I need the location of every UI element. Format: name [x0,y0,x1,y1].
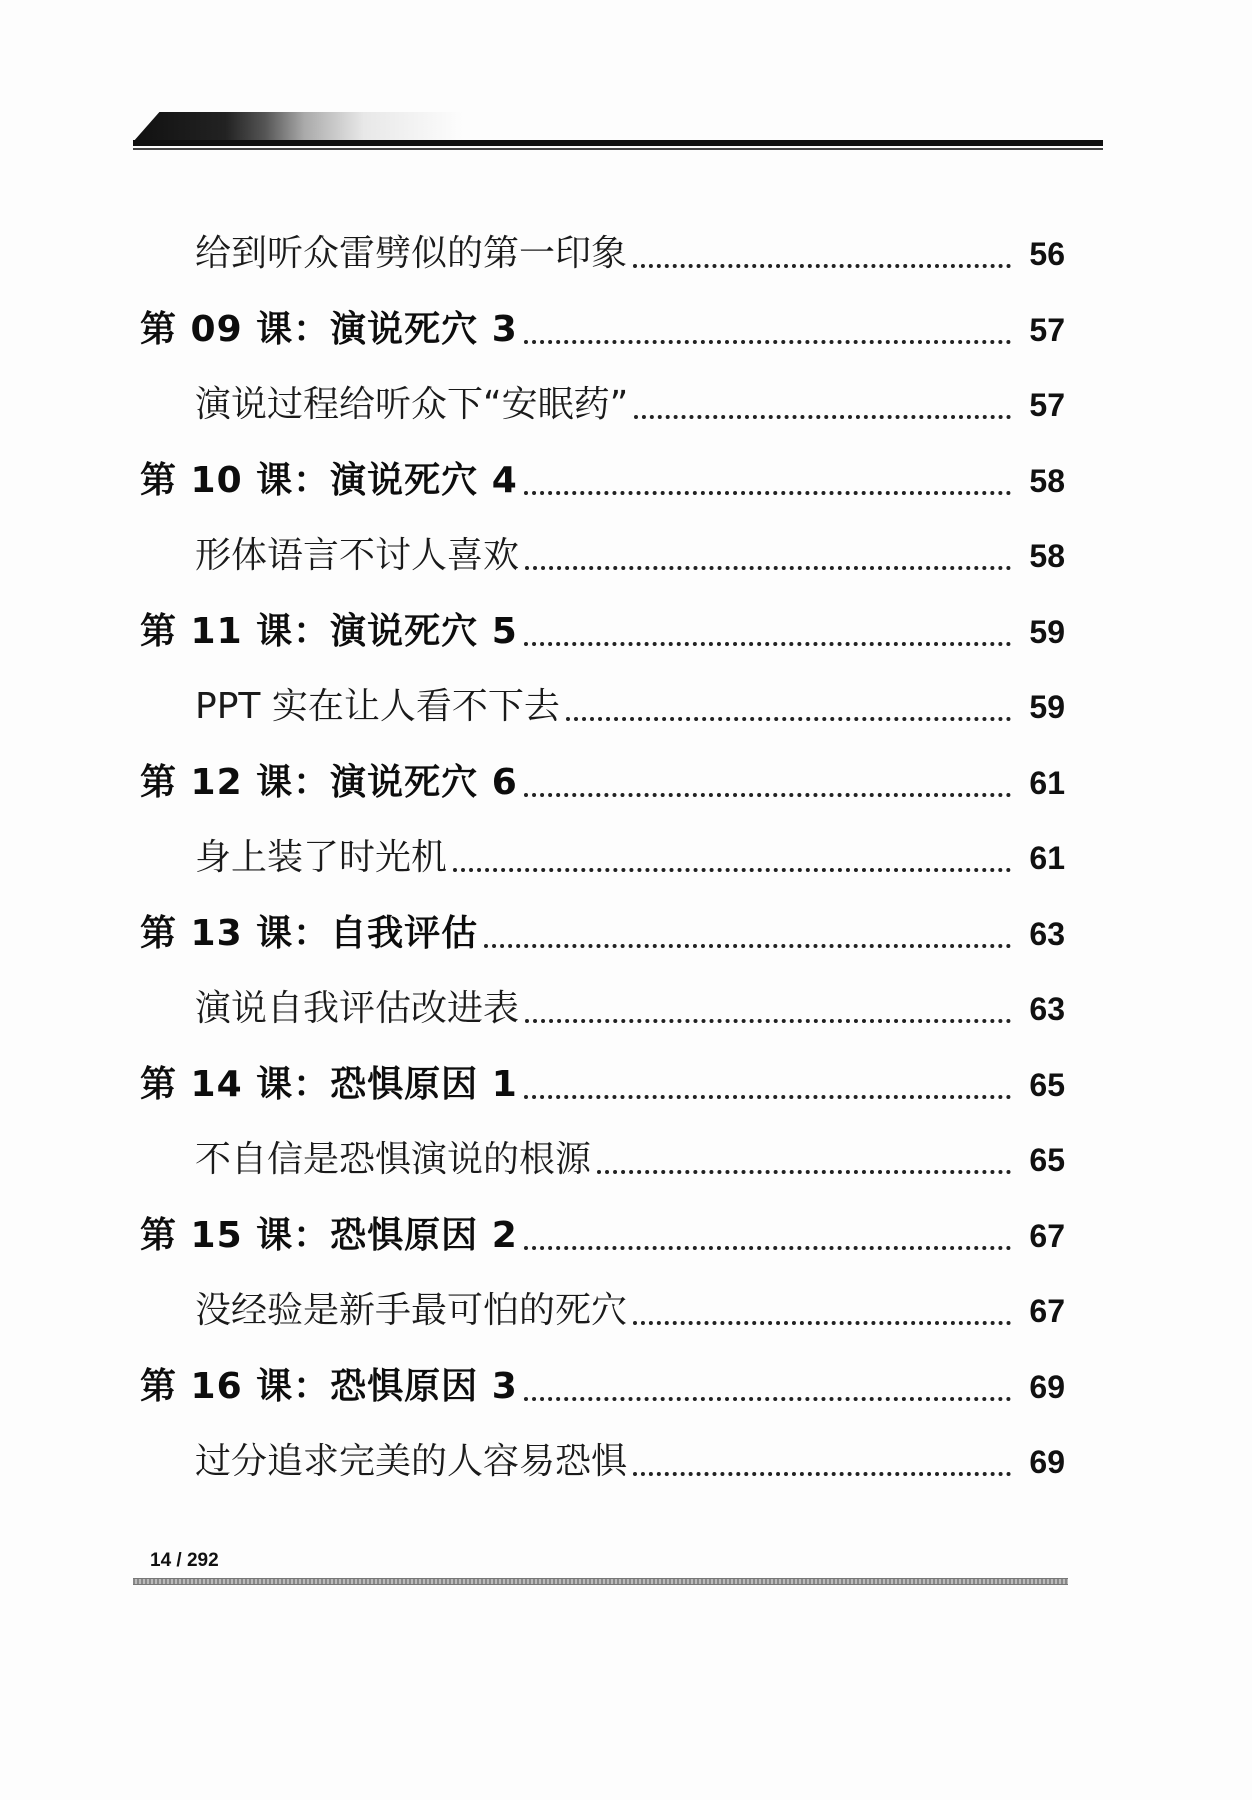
toc-leader-dots [566,716,1011,721]
toc-entry-title: 没经验是新手最可怕的死穴 [195,1290,628,1331]
toc-entry-page: 67 [1029,1293,1065,1329]
toc-entry-page: 58 [1029,538,1065,574]
toc-entry-title: 身上装了时光机 [195,837,448,878]
toc-entry-page: 69 [1029,1444,1065,1480]
toc-entry-page: 69 [1029,1369,1065,1405]
toc-leader-dots [633,1320,1011,1325]
toc-leader-dots [484,943,1011,948]
toc-entry-title: 过分追求完美的人容易恐惧 [195,1441,628,1482]
header-rule [133,140,1103,146]
toc-entry-page: 65 [1029,1142,1065,1178]
toc-entry-title: 形体语言不讨人喜欢 [195,535,520,576]
toc-entry-title: 第 15 课：恐惧原因 2 [140,1215,518,1256]
toc-entry-chapter [140,1361,1065,1413]
toc-leader-dots [633,263,1011,268]
toc-leader-dots [525,565,1011,570]
toc-leader-dots [453,867,1011,872]
toc-entry-page: 59 [1029,614,1065,650]
toc-entry-title: 第 10 课：演说死穴 4 [140,460,518,501]
toc-entry-title: 演说自我评估改进表 [195,988,520,1029]
toc-entry-page: 63 [1029,916,1065,952]
toc-entry-subsection [195,1285,1065,1337]
toc-entry-subsection [195,530,1065,582]
toc-entry-page: 67 [1029,1218,1065,1254]
toc-entry-title: 第 12 课：演说死穴 6 [140,762,518,803]
toc-leader-dots [633,1471,1011,1476]
toc-entry-title: 演说过程给听众下“安眠药” [195,384,629,425]
toc-entry-subsection [195,983,1065,1035]
toc-leader-dots [524,1245,1011,1250]
toc-entry-title: 第 13 课：自我评估 [140,913,479,954]
toc-entry-page: 65 [1029,1067,1065,1103]
toc-entry-chapter [140,1059,1065,1111]
toc-leader-dots [634,414,1011,419]
toc-entry-page: 59 [1029,689,1065,725]
toc-entry-subsection [195,681,1065,733]
toc-leader-dots [597,1169,1011,1174]
header-rule-thin [133,148,1103,150]
toc-entry-chapter [140,757,1065,809]
toc-entry-page: 61 [1029,765,1065,801]
toc-entry-chapter [140,455,1065,507]
toc-entry-title: 第 09 课：演说死穴 3 [140,309,518,350]
toc-entry-page: 56 [1029,236,1065,272]
toc-leader-dots [524,1396,1011,1401]
toc-entry-chapter [140,1210,1065,1262]
toc-entry-page: 61 [1029,840,1065,876]
toc-entry-title: PPT 实在让人看不下去 [195,686,560,727]
toc-entry-chapter [140,606,1065,658]
toc-entry-title: 不自信是恐惧演说的根源 [195,1139,592,1180]
toc-leader-dots [524,1094,1011,1099]
toc-leader-dots [525,1018,1011,1023]
toc-entry-page: 57 [1029,387,1065,423]
toc-entry-subsection [195,832,1065,884]
toc-entry-subsection [195,1134,1065,1186]
toc-entry-page: 58 [1029,463,1065,499]
toc-entry-chapter [140,908,1065,960]
toc-entry-page: 57 [1029,312,1065,348]
toc-leader-dots [524,641,1011,646]
header-decoration [133,112,463,142]
toc-entry-subsection [195,379,1065,431]
toc-leader-dots [524,339,1011,344]
page-number: 14 / 292 [150,1550,219,1571]
toc-leader-dots [524,792,1011,797]
toc-entry-subsection [195,1436,1065,1488]
toc-entry-chapter [140,304,1065,356]
toc-entry-title: 第 16 课：恐惧原因 3 [140,1366,518,1407]
toc-entry-subsection [195,228,1065,280]
toc-entry-title: 第 11 课：演说死穴 5 [140,611,518,652]
toc-entry-title: 给到听众雷劈似的第一印象 [195,233,628,274]
footer-rule [133,1578,1068,1585]
toc-entry-page: 63 [1029,991,1065,1027]
toc-leader-dots [524,490,1011,495]
toc-entry-title: 第 14 课：恐惧原因 1 [140,1064,518,1105]
